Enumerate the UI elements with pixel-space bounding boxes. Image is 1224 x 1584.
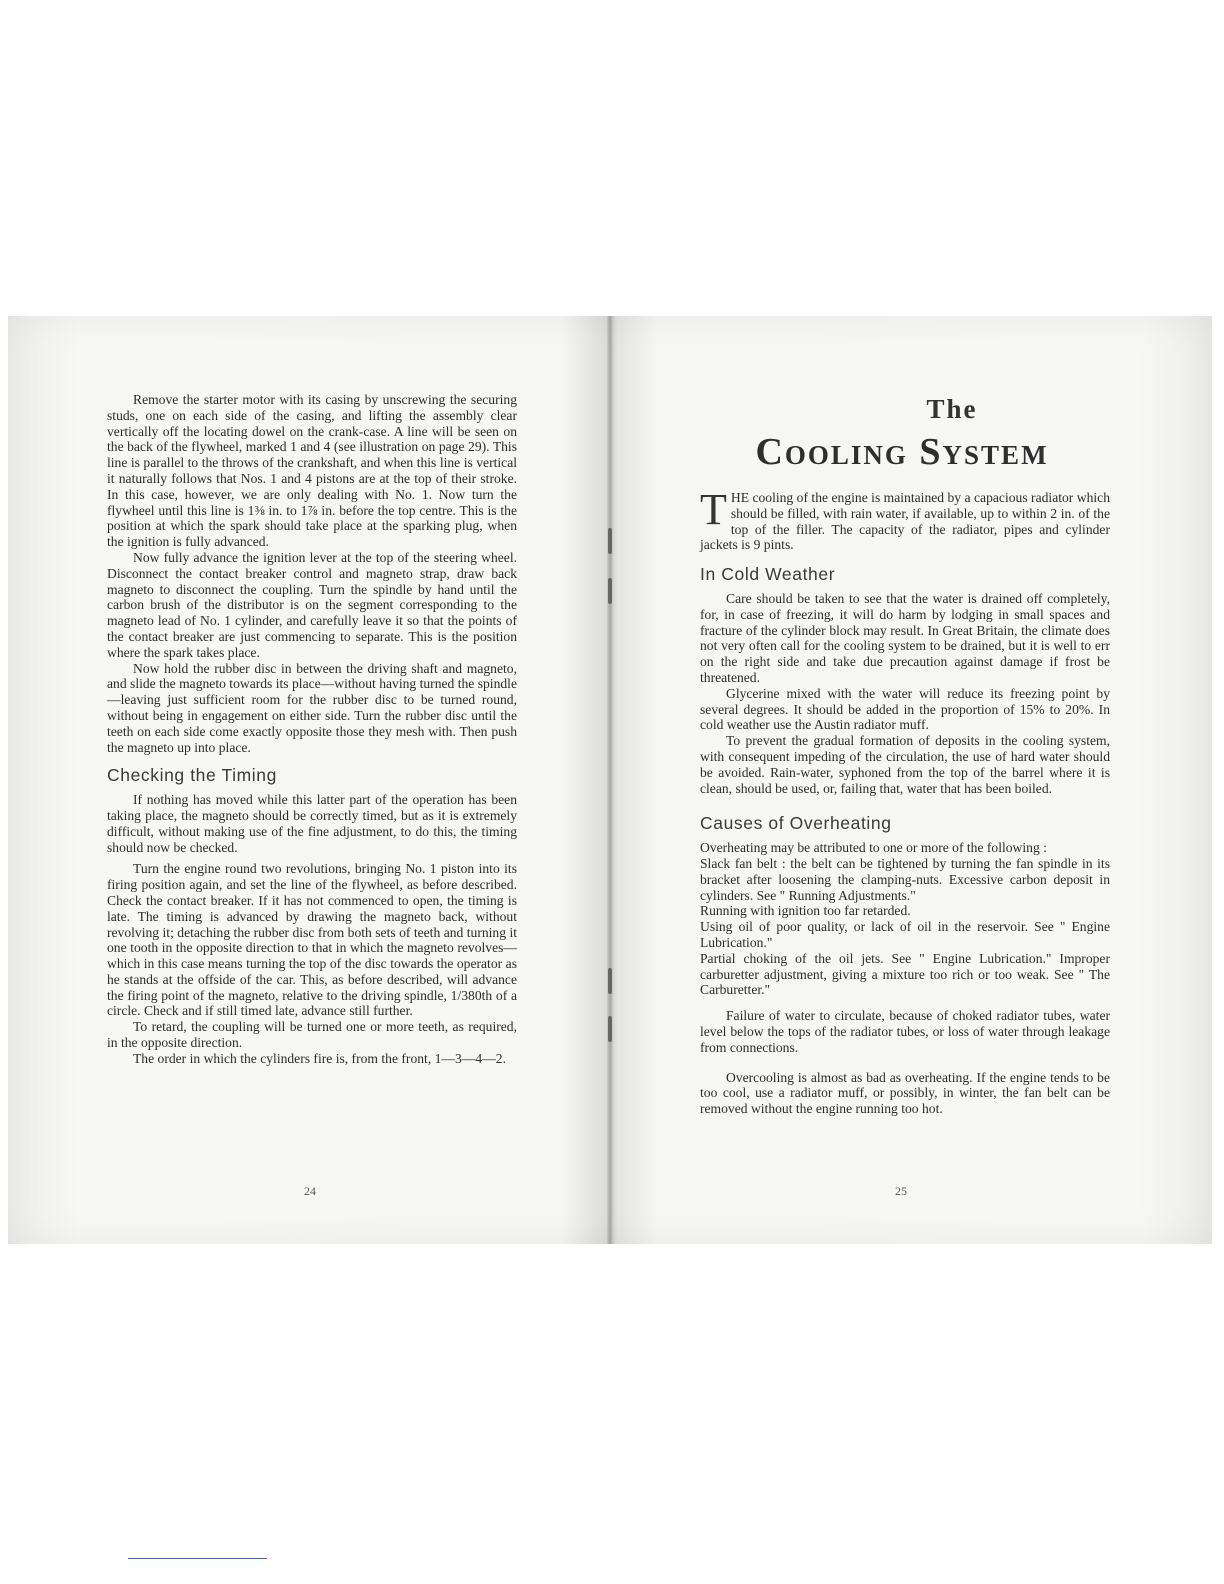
paragraph: To retard, the coupling will be turned one or more teeth, as required, in the opposite direction. bbox=[107, 1019, 517, 1051]
section-heading-checking-timing: Checking the Timing bbox=[107, 765, 277, 786]
list-item: Running with ignition too far retarded. bbox=[700, 903, 911, 919]
paragraph: Turn the engine round two revolutions, bringing No. 1 piston into its firing position again, and set the line of the flywheel, as before described. Check the contact breaker. If it has not commenced to open, the timing is late. The timing is advanced by drawing the magneto back, without revolving it; detaching the rubber disc from both sets of teeth and turning it one tooth in the opposite direction to that in which the magneto revolves—which in this case means turning the top of the disc towards the operator as he stands at the offside of the car. This, as before described, will advance the firing point of the magneto, relative to the driving spindle, 1/380th of a circle. Check and if still timed late, advance still further. bbox=[107, 861, 517, 1019]
paragraph: Now fully advance the ignition lever at the top of the steering wheel. Disconnect the contact breaker control and magneto strap, draw back magneto to disconnect the coupling. Turn the spindle by hand until the carbon brush of the distributor is on the segment corresponding to the magneto lead of No. 1 cylinder, and carefully leave it so that the points of the contact breaker are just commencing to separate. This is the position where the spark takes place. bbox=[107, 549, 517, 660]
paragraph: Care should be taken to see that the water is drained off completely, for, in case of freezing, it will do harm by lodging in small spaces and fracture of the cylinder block may result. In Great Britain, the climate does not very often call for the cooling system to be drained, but it is well to err on the right side and take due precaution against damage if frost be threatened. bbox=[700, 590, 1110, 685]
intro-text: HE cooling of the engine is maintained by a capacious radiator which should be filled, with rain water, if available, up to within 2 in. of the top of the filler. The capacity of the radiator, pipes and cylinder jackets is 9 pints. bbox=[700, 490, 1110, 553]
right-text-column bbox=[700, 485, 1110, 1117]
footer-rule bbox=[128, 1558, 267, 1559]
chapter-title-small: The bbox=[926, 394, 978, 424]
paragraph: Overcooling is almost as bad as overheating. If the engine tends to be too cool, use a radiator muff, or possibly, in winter, the fan belt can be removed without the engine running too hot. bbox=[700, 1069, 1110, 1117]
list-item: Using oil of poor quality, or lack of oil in the reservoir. See " Engine Lubrication." bbox=[700, 919, 1110, 950]
book-spread bbox=[8, 316, 1212, 1244]
chapter-title: Cooling System bbox=[755, 431, 1049, 473]
paragraph: If nothing has moved while this latter part of the operation has been taking place, the magneto should be correctly timed, but as it is extremely difficult, without making use of the fine adjustment, to do this, the timing should now be checked. bbox=[107, 792, 517, 855]
section-heading-cold-weather: In Cold Weather bbox=[700, 564, 836, 585]
list-item: Partial choking of the oil jets. See " Engine Lubrication." Improper carburetter adjustment, giving a mixture too rich or too weak. See " The Carburetter." bbox=[700, 950, 1110, 998]
paragraph: Failure of water to circulate, because of choked radiator tubes, water level below the tops of the radiator tubes, or loss of water through leakage from connections. bbox=[700, 1008, 1110, 1055]
paragraph: Now hold the rubber disc in between the driving shaft and magneto, and slide the magneto towards its place—without having turned the spindle—leaving just sufficient room for the rubber disc to be turned round, without being in engagement on either side. Turn the rubber disc until the teeth on each side come exactly opposite those they mesh with. Then push the magneto up into place. bbox=[107, 660, 517, 755]
page-25 bbox=[612, 316, 1212, 1244]
list-item: Slack fan belt : the belt can be tightened by turning the fan spindle in its bracket after loosening the clamping-nuts. Excessive carbon deposit in cylinders. See " Running Adjustments." bbox=[700, 855, 1110, 903]
page-number: 25 bbox=[895, 1184, 907, 1198]
paragraph: Glycerine mixed with the water will reduce its freezing point by several degrees. It should be added in the proportion of 15% to 20%. In cold weather use the Austin radiator muff. bbox=[700, 685, 1110, 733]
intro-paragraph bbox=[700, 485, 1110, 553]
section-heading-overheating: Causes of Overheating bbox=[700, 813, 892, 834]
page-number: 24 bbox=[304, 1184, 316, 1198]
paragraph: Remove the starter motor with its casing by unscrewing the securing studs, one on each side of the casing, and lifting the assembly clear vertically off the locating dowel on the crank-case. A line will be seen on the back of the flywheel, marked 1 and 4 (see illustration on page 29). This line is parallel to the throws of the crankshaft, and when this line is vertical it naturally follows that Nos. 1 and 4 pistons are at the top of their stroke. In this case, however, we are only dealing with No. 1. Now turn the flywheel until this line is 1⅜ in. to 1⅞ in. before the top centre. This is the position at which the spark should take place at the sparking plug, when the ignition is fully advanced. bbox=[107, 392, 517, 550]
paragraph: To prevent the gradual formation of deposits in the cooling system, with consequent impeding of the circulation, the use of hard water should be avoided. Rain-water, syphoned from the top of the barrel where it is clean, should be used, or, failing that, water that has been boiled. bbox=[700, 733, 1110, 796]
paragraph: The order in which the cylinders fire is, from the front, 1—3—4—2. bbox=[133, 1050, 506, 1066]
drop-cap: T bbox=[700, 485, 727, 534]
left-text-column bbox=[107, 392, 517, 1067]
page-24 bbox=[8, 316, 608, 1244]
list-item: Overheating may be attributed to one or more of the following : bbox=[700, 840, 1047, 856]
